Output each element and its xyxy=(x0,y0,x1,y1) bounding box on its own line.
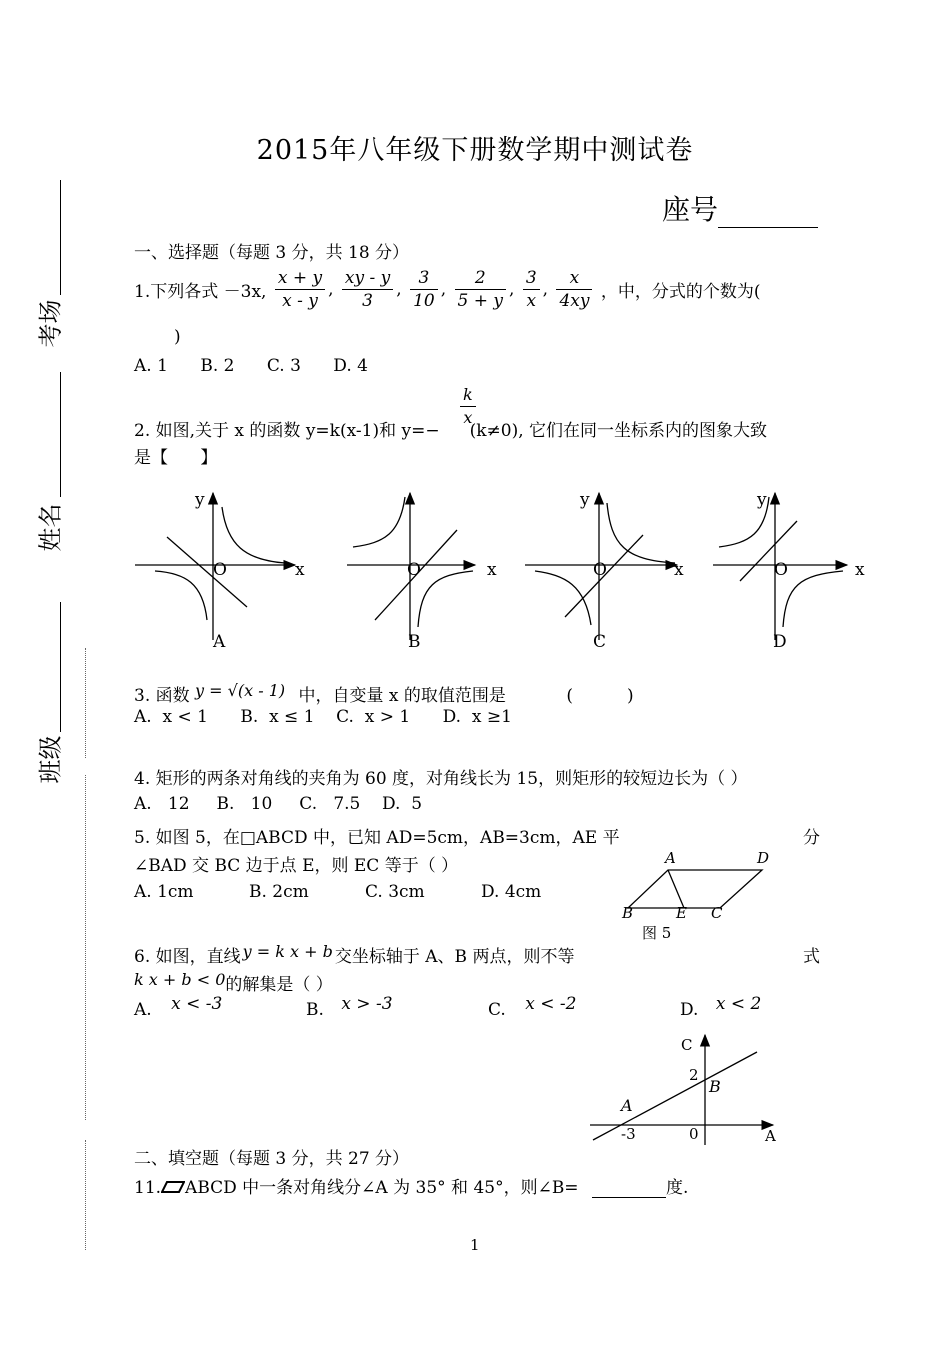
q6-line-1: 6. 如图，直线 y = k x + b 交坐标轴于 A、B 两点，则不等 xyxy=(134,942,575,967)
question-4: 4. 矩形的两条对角线的夹角为 60 度，对角线长为 15，则矩形的较短边长为（ ） xyxy=(134,769,748,789)
q6-line-2: k x + b < 0的解集是（ ） xyxy=(134,970,333,995)
q1-fraction-5: $\frac{3}{x}$ xyxy=(523,267,540,312)
svg-text:-3: -3 xyxy=(621,1125,636,1143)
q2-line-2: 是【 】 xyxy=(134,448,218,468)
svg-text:A: A xyxy=(765,1127,776,1145)
side-label-xingming: 姓名 xyxy=(36,503,65,552)
svg-text:O: O xyxy=(213,560,227,580)
svg-text:y: y xyxy=(195,490,205,510)
dotted-line-2 xyxy=(85,775,86,1120)
seat-label: 座号 xyxy=(662,193,719,226)
side-line-3 xyxy=(60,602,61,732)
graph-d xyxy=(713,490,865,652)
q5-option-a: A. 1cm xyxy=(134,882,194,902)
svg-text:y: y xyxy=(757,490,767,510)
page-number: 1 xyxy=(470,1236,480,1254)
graph-b xyxy=(347,493,497,652)
q6-option-c: C. x < -2 xyxy=(488,994,577,1020)
question-3: 3. 函数 y = √(x - 1) 中，自变量 x 的取值范围是 ( ) xyxy=(134,681,634,706)
q11-answer-blank[interactable] xyxy=(592,1181,666,1198)
q5-line-1-tail: 分 xyxy=(803,828,820,848)
svg-text:O: O xyxy=(774,560,788,580)
q1-close-paren: ) xyxy=(174,327,181,347)
q1-suffix: ，中，分式的个数为( xyxy=(600,282,761,302)
svg-text:A: A xyxy=(621,1096,633,1115)
svg-text:2: 2 xyxy=(689,1066,699,1084)
q2-line-1: 2. 如图,关于 x 的函数 y=k(x-1)和 y=− (k≠0), 它们在同一坐标系内的图象大致 xyxy=(134,421,768,441)
svg-text:E: E xyxy=(676,904,687,922)
svg-text:C: C xyxy=(711,904,723,922)
svg-text:C: C xyxy=(681,1036,693,1054)
q6-option-b: B. x > -3 xyxy=(306,994,393,1020)
question-1: 1.下列各式 －3x, $\frac{x + y}{x - y}$ , $\frac{xy - y}{3}$ , $\frac{3}{10}$ , $\frac{2}{5 + y}$ , $\frac{3}{x}$ , $\frac{x}{4xy}$ ，中，分式的个数为( xyxy=(134,268,761,311)
figure-6-line-graph xyxy=(585,1030,785,1150)
q4-options: A. 12 B. 10 C. 7.5 D. 5 xyxy=(134,794,423,814)
graph-label-c: C xyxy=(593,632,607,652)
svg-text:x: x xyxy=(674,560,684,580)
graph-a xyxy=(135,490,305,652)
seat-blank[interactable] xyxy=(718,201,818,228)
q6-line-1-tail: 式 xyxy=(803,947,820,967)
svg-text:x: x xyxy=(855,560,865,580)
figure-5-parallelogram xyxy=(610,845,770,945)
side-label-kaochang: 考场 xyxy=(36,299,65,348)
q6-option-a: A. x < -3 xyxy=(134,994,223,1020)
q5-option-d: D. 4cm xyxy=(481,882,542,902)
svg-text:y: y xyxy=(580,490,590,510)
q5-option-c: C. 3cm xyxy=(365,882,425,902)
svg-text:x: x xyxy=(487,560,497,580)
q1-fraction-4: $\frac{2}{5 + y}$ xyxy=(455,267,506,312)
section-1-heading: 一、选择题（每题 3 分，共 18 分） xyxy=(134,243,410,263)
q1-fraction-1: $\frac{x + y}{x - y}$ xyxy=(275,267,325,312)
side-line-1 xyxy=(60,180,61,295)
side-line-2 xyxy=(60,372,61,497)
svg-text:O: O xyxy=(407,560,421,580)
q6-option-d: D. x < 2 xyxy=(680,994,762,1020)
graph-c xyxy=(525,490,684,652)
page-title: 2015年八年级下册数学期中测试卷 xyxy=(256,135,694,166)
svg-text:B: B xyxy=(709,1077,721,1096)
q3-options: A. x < 1 B. x ≤ 1 C. x > 1 D. x ≥1 xyxy=(134,707,512,727)
graph-label-a: A xyxy=(213,632,226,652)
question-11: 11. ABCD 中一条对角线分∠A 为 35° 和 45°，则∠B= 度. xyxy=(134,1178,689,1198)
q1-fraction-3: $\frac{3}{10}$ xyxy=(410,267,438,312)
svg-text:0: 0 xyxy=(689,1125,699,1143)
q5-option-b: B. 2cm xyxy=(249,882,309,902)
seat-number-field xyxy=(662,188,818,228)
q2-fraction: $\frac{k}{x}$ xyxy=(457,384,479,429)
section-2-heading: 二、填空题（每题 3 分，共 27 分） xyxy=(134,1149,410,1169)
graph-label-b: B xyxy=(408,632,421,652)
svg-text:x: x xyxy=(295,560,305,580)
q2-graphs xyxy=(125,485,875,655)
side-label-banji: 班级 xyxy=(36,735,65,784)
q1-options: A. 1 B. 2 C. 3 D. 4 xyxy=(134,356,368,376)
svg-text:A: A xyxy=(665,849,676,867)
svg-text:B: B xyxy=(622,904,634,922)
q5-line-1: 5. 如图 5，在□ABCD 中，已知 AD=5cm，AB=3cm，AE 平 xyxy=(134,828,620,848)
dotted-line-3 xyxy=(85,1140,86,1250)
figure-5-caption: 图 5 xyxy=(642,924,672,942)
q1-prefix: 1.下列各式 －3x, xyxy=(134,282,267,302)
svg-text:D: D xyxy=(757,849,770,867)
q5-line-2: ∠BAD 交 BC 边于点 E，则 EC 等于（ ） xyxy=(134,856,459,876)
dotted-line-1 xyxy=(85,648,86,758)
svg-text:O: O xyxy=(593,560,607,580)
q1-fraction-2: $\frac{xy - y}{3}$ xyxy=(342,267,393,312)
q3-formula: y = √(x - 1) xyxy=(195,681,286,700)
graph-label-d: D xyxy=(773,632,787,652)
q1-fraction-6: $\frac{x}{4xy}$ xyxy=(556,267,592,312)
parallelogram-icon xyxy=(161,1180,185,1194)
